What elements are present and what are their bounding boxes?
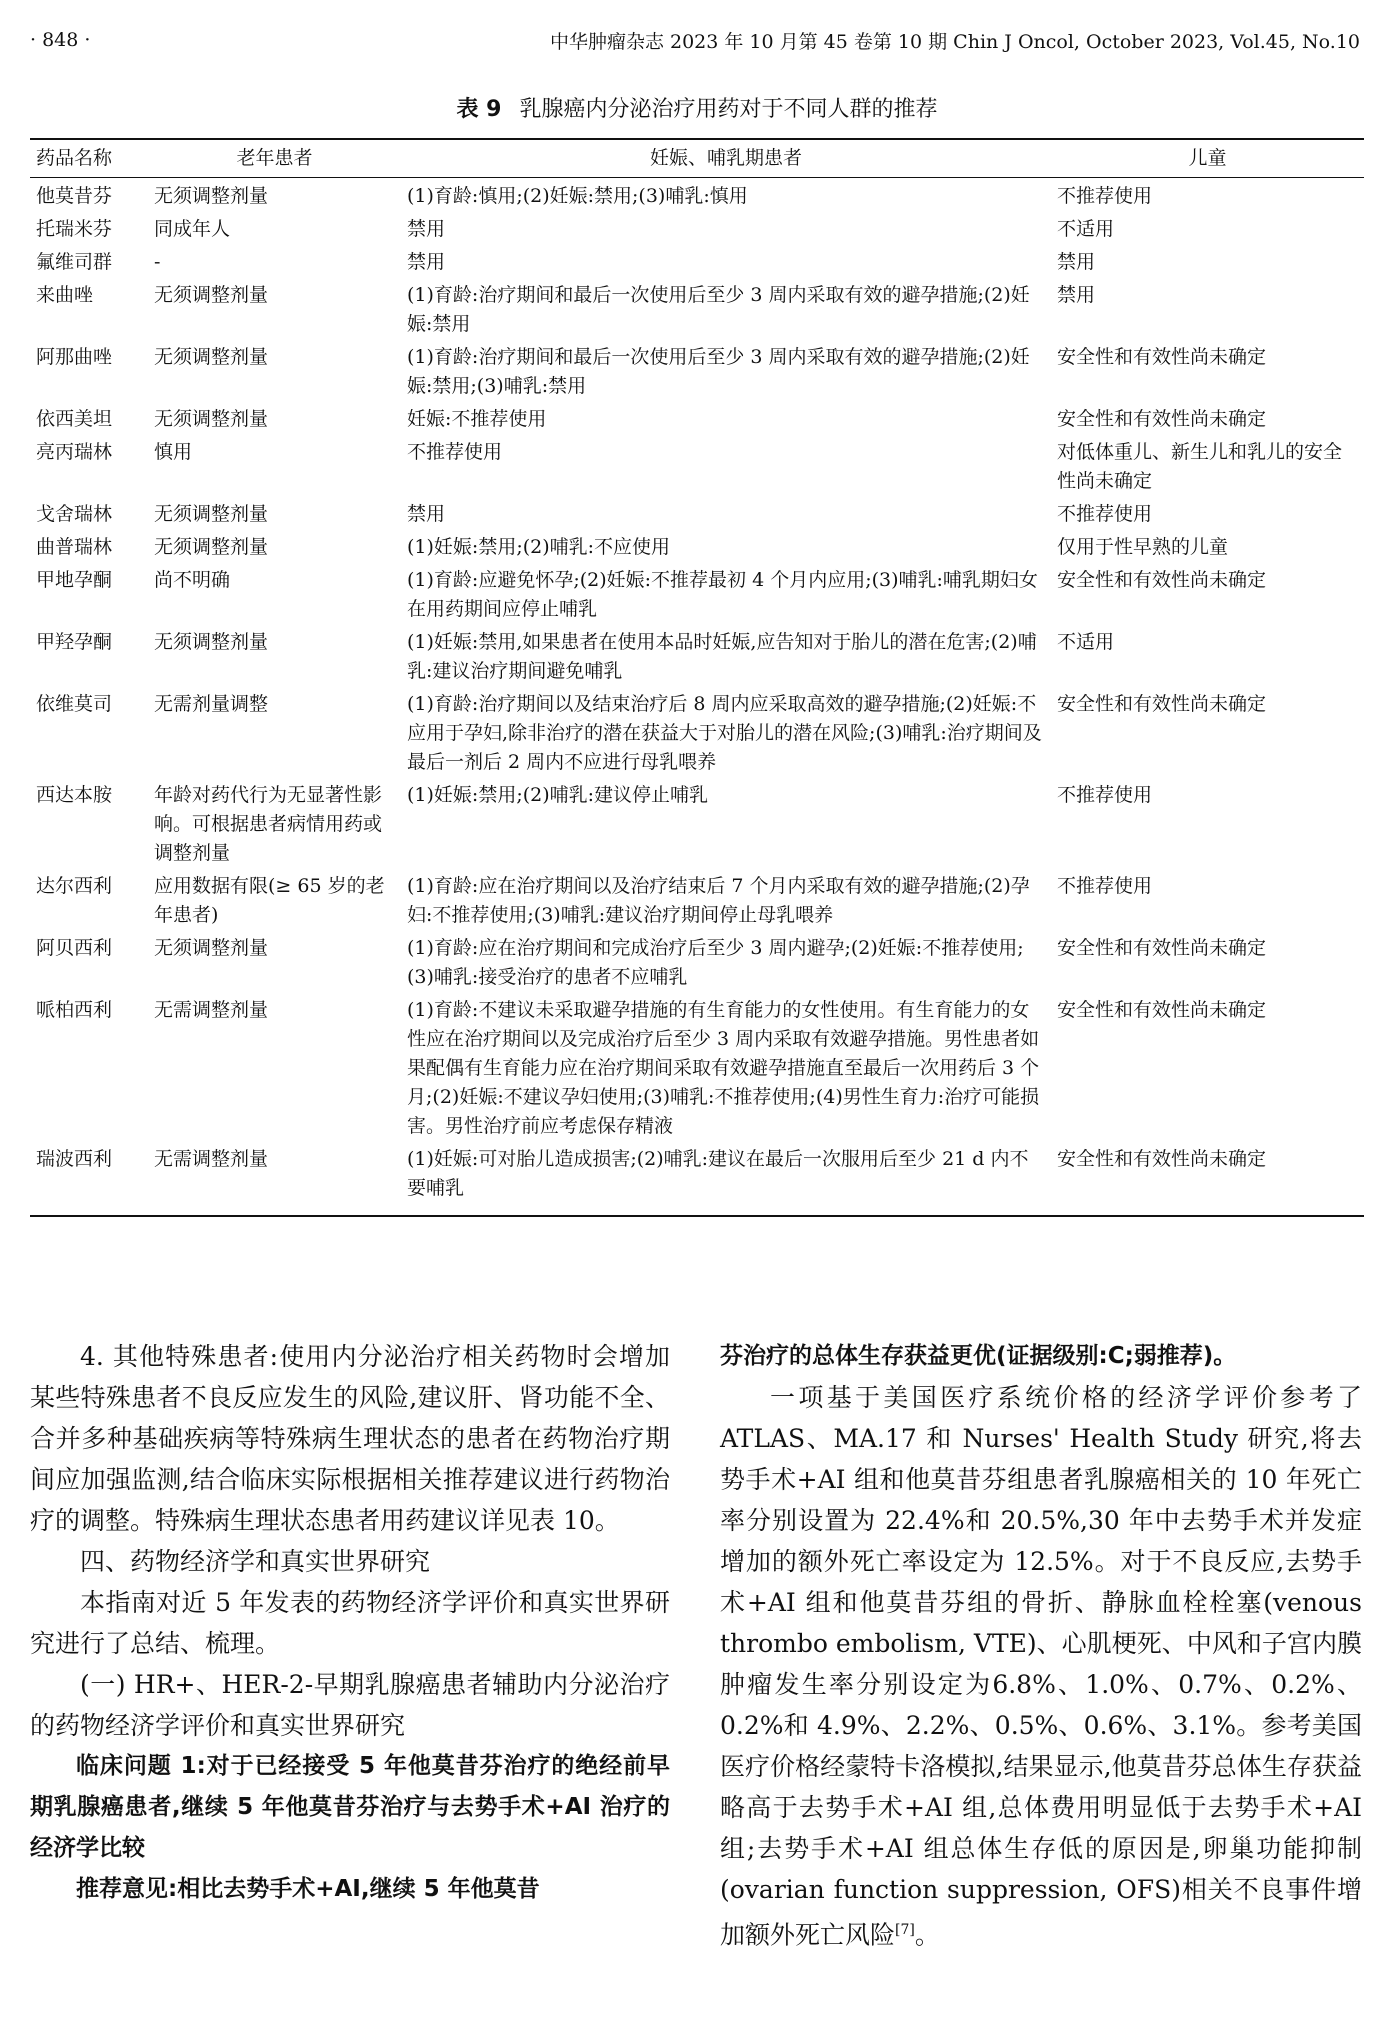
- drug-recommendation-table: [30, 138, 1364, 1217]
- paragraph-text: (一) HR+、HER-2-早期乳腺癌患者辅助内分泌治疗的药物经济学评价和真实世界研究: [30, 1670, 670, 1740]
- table-cell: 甲羟孕酮: [36, 631, 113, 653]
- table-cell: 达尔西利: [36, 875, 113, 897]
- table-cell: -: [154, 251, 161, 273]
- citation-ref: [7]: [895, 1922, 915, 1938]
- table-row: [30, 343, 1364, 405]
- table-cell: 安全性和有效性尚未确定: [1057, 693, 1267, 715]
- table-cell: 无须调整剂量: [154, 346, 269, 368]
- table-caption: [0, 92, 1394, 123]
- table-row: [30, 178, 1364, 216]
- left-text-column: [30, 1336, 670, 1910]
- table-row: [30, 533, 1364, 566]
- table-row: [30, 566, 1364, 628]
- table-cell: 不推荐使用: [1057, 503, 1153, 525]
- table-cell: 西达本胺: [36, 784, 113, 806]
- table-cell: 甲地孕酮: [36, 569, 113, 591]
- table-cell: 不推荐使用: [1057, 784, 1153, 806]
- table-cell: 无须调整剂量: [154, 536, 269, 558]
- table-cell: 无须调整剂量: [154, 503, 269, 525]
- table-row: [30, 872, 1364, 934]
- table-cell: (1)育龄:治疗期间以及结束治疗后 8 周内应采取高效的避孕措施;(2)妊娠:不应用于孕妇,除非治疗的潜在获益大于对胎儿的潜在风险;(3)哺乳:治疗期间及最后一剂后 2 周内不应进行母乳喂养: [407, 693, 1042, 773]
- table-row: [30, 281, 1364, 343]
- table-cell: 来曲唑: [36, 284, 94, 306]
- running-header: [30, 22, 1360, 58]
- column-header: 儿童: [1051, 139, 1364, 178]
- table-cell: 无需剂量调整: [154, 693, 269, 715]
- table-row: [30, 781, 1364, 872]
- table-cell: 不推荐使用: [407, 441, 503, 463]
- table-cell: 禁用: [1057, 251, 1096, 273]
- table-cell: (1)妊娠:可对胎儿造成损害;(2)哺乳:建议在最后一次服用后至少 21 d 内不要哺乳: [401, 1145, 1051, 1216]
- body-paragraph: [30, 1664, 670, 1746]
- paragraph-tail: 。: [914, 1920, 940, 1950]
- column-header: 妊娠、哺乳期患者: [401, 139, 1051, 178]
- table-cell: 无需调整剂量: [148, 1145, 401, 1216]
- table-cell: (1)育龄:应在治疗期间和完成治疗后至少 3 周内避孕;(2)妊娠:不推荐使用;(3)哺乳:接受治疗的患者不应哺乳: [407, 937, 1024, 988]
- table-cell: 禁用: [407, 251, 446, 273]
- bold-paragraph: [30, 1746, 670, 1869]
- table-cell: 安全性和有效性尚未确定: [1057, 999, 1267, 1021]
- table-cell: 不推荐使用: [1057, 185, 1153, 207]
- paragraph-text: 临床问题 1:对于已经接受 5 年他莫昔芬治疗的绝经前早期乳腺癌患者,继续 5 年他莫昔芬治疗与去势手术+AI 治疗的经济学比较: [30, 1753, 670, 1861]
- table-label: 表 9: [456, 97, 502, 122]
- table-cell: 应用数据有限(≥ 65 岁的老年患者): [154, 875, 385, 926]
- table-cell: 无需调整剂量: [154, 999, 269, 1021]
- paragraph-text: 芬治疗的总体生存获益更优(证据级别:C;弱推荐)。: [720, 1343, 1237, 1369]
- table-cell: 安全性和有效性尚未确定: [1057, 569, 1267, 591]
- table-cell: (1)育龄:慎用;(2)妊娠:禁用;(3)哺乳:慎用: [407, 185, 748, 207]
- bold-paragraph: [720, 1336, 1362, 1377]
- paragraph-text: 四、药物经济学和真实世界研究: [80, 1547, 431, 1576]
- table-row: [30, 934, 1364, 996]
- table-cell: (1)妊娠:禁用;(2)哺乳:建议停止哺乳: [407, 784, 709, 806]
- body-paragraph: [30, 1336, 670, 1541]
- table-cell: 安全性和有效性尚未确定: [1057, 937, 1267, 959]
- table-row: [30, 248, 1364, 281]
- table-cell: 不推荐使用: [1057, 875, 1153, 897]
- table-cell: 托瑞米芬: [36, 218, 113, 240]
- table-cell: 安全性和有效性尚未确定: [1057, 408, 1267, 430]
- table-cell: 无须调整剂量: [154, 185, 269, 207]
- table-cell: 无须调整剂量: [154, 631, 269, 653]
- table-cell: 氟维司群: [36, 251, 113, 273]
- table-cell: (1)妊娠:禁用;(2)哺乳:不应使用: [407, 536, 671, 558]
- table-cell: 尚不明确: [154, 569, 231, 591]
- table-cell: 不适用: [1057, 631, 1115, 653]
- table-row: [30, 438, 1364, 500]
- table-row: [30, 500, 1364, 533]
- table-cell: 亮丙瑞林: [36, 441, 113, 463]
- table-cell: 哌柏西利: [36, 999, 113, 1021]
- table-cell: 年龄对药代行为无显著性影响。可根据患者病情用药或调整剂量: [154, 784, 383, 864]
- journal-info: 中华肿瘤杂志 2023 年 10 月第 45 卷第 10 期 Chin J Oncol, October 2023, Vol.45, No.10: [549, 30, 1360, 53]
- column-header: 老年患者: [148, 139, 401, 178]
- table-cell: 戈舍瑞林: [36, 503, 113, 525]
- table-cell: 无须调整剂量: [154, 408, 269, 430]
- page-number: · 848 ·: [30, 29, 91, 51]
- table-row: [30, 405, 1364, 438]
- table-header-row: [30, 139, 1364, 178]
- table-cell: 安全性和有效性尚未确定: [1057, 346, 1267, 368]
- table-cell: 不适用: [1057, 218, 1115, 240]
- table-cell: (1)育龄:应在治疗期间以及治疗结束后 7 个月内采取有效的避孕措施;(2)孕妇:不推荐使用;(3)哺乳:建议治疗期间停止母乳喂养: [407, 875, 1030, 926]
- table-row: [30, 690, 1364, 781]
- body-paragraph: [30, 1541, 670, 1582]
- table-cell: 安全性和有效性尚未确定: [1051, 1145, 1364, 1216]
- table-cell: 依西美坦: [36, 408, 113, 430]
- table-row: [30, 215, 1364, 248]
- table-cell: 仅用于性早熟的儿童: [1057, 536, 1229, 558]
- body-paragraph: [720, 1377, 1362, 1955]
- table-cell: (1)育龄:不建议未采取避孕措施的有生育能力的女性使用。有生育能力的女性应在治疗期间以及完成治疗后至少 3 周内采取有效避孕措施。男性患者如果配偶有生育能力应在治疗期间采取有效避孕措施直至最后一次用药后 3 个月;(2)妊娠:不建议孕妇使用;(3)哺乳:不推荐使用;(4)男性生育力:治疗可能损害。男性治疗前应考虑保存精液: [407, 999, 1040, 1137]
- paragraph-text: 一项基于美国医疗系统价格的经济学评价参考了 ATLAS、MA.17 和 Nurses' Health Study 研究,将去势手术+AI 组和他莫昔芬组患者乳腺癌相关的 10 年死亡率分别设置为 22.4%和 20.5%,30 年中去势手术并发症增加的额外死亡率设定为 12.5%。对于不良反应,去势手术+AI 组和他莫昔芬组的骨折、静脉血栓栓塞(venous thrombo embolism, VTE)、心肌梗死、中风和子宫内膜肿瘤发生率分别设定为6.8%、1.0%、0.7%、0.2%、0.2%和 4.9%、2.2%、0.5%、0.6%、3.1%。参考美国医疗价格经蒙特卡洛模拟,结果显示,他莫昔芬总体生存获益略高于去势手术+AI 组,总体费用明显低于去势手术+AI 组;去势手术+AI 组总体生存低的原因是,卵巢功能抑制(ovarian function suppression, OFS)相关不良事件增加额外死亡风险: [720, 1383, 1362, 1950]
- table-cell: 无须调整剂量: [154, 284, 269, 306]
- table-cell: 慎用: [154, 441, 193, 463]
- table-cell: 禁用: [407, 218, 446, 240]
- bold-paragraph: [30, 1869, 670, 1910]
- table-body: [30, 178, 1364, 1217]
- table-cell: 他莫昔芬: [36, 185, 113, 207]
- paragraph-text: 4. 其他特殊患者:使用内分泌治疗相关药物时会增加某些特殊患者不良反应发生的风险,建议肝、肾功能不全、合并多种基础疾病等特殊病生理状态的患者在药物治疗期间应加强监测,结合临床实际根据相关推荐建议进行药物治疗的调整。特殊病生理状态患者用药建议详见表 10。: [30, 1342, 670, 1535]
- right-text-column: [720, 1336, 1362, 1955]
- table-title: 乳腺癌内分泌治疗用药对于不同人群的推荐: [519, 97, 938, 122]
- table-cell: 瑞波西利: [30, 1145, 148, 1216]
- table-cell: 禁用: [407, 503, 446, 525]
- table-cell: (1)妊娠:禁用,如果患者在使用本品时妊娠,应告知对于胎儿的潜在危害;(2)哺乳:建议治疗期间避免哺乳: [407, 631, 1037, 682]
- table-cell: 妊娠:不推荐使用: [407, 408, 547, 430]
- column-header: 药品名称: [30, 139, 148, 178]
- table-cell: 禁用: [1057, 284, 1096, 306]
- table-cell: 对低体重儿、新生儿和乳儿的安全性尚未确定: [1057, 441, 1343, 492]
- table-cell: (1)育龄:治疗期间和最后一次使用后至少 3 周内采取有效的避孕措施;(2)妊娠:禁用: [407, 284, 1030, 335]
- paragraph-text: 推荐意见:相比去势手术+AI,继续 5 年他莫昔: [76, 1876, 540, 1902]
- table-cell: 依维莫司: [36, 693, 113, 715]
- table-cell: 无须调整剂量: [154, 937, 269, 959]
- table-cell: 阿贝西利: [36, 937, 113, 959]
- paragraph-text: 本指南对近 5 年发表的药物经济学评价和真实世界研究进行了总结、梳理。: [30, 1588, 670, 1658]
- table-row: [30, 628, 1364, 690]
- table-cell: (1)育龄:治疗期间和最后一次使用后至少 3 周内采取有效的避孕措施;(2)妊娠:禁用;(3)哺乳:禁用: [407, 346, 1030, 397]
- table-cell: 曲普瑞林: [36, 536, 113, 558]
- body-paragraph: [30, 1582, 670, 1664]
- table-cell: (1)育龄:应避免怀孕;(2)妊娠:不推荐最初 4 个月内应用;(3)哺乳:哺乳期妇女在用药期间应停止哺乳: [407, 569, 1038, 620]
- table-cell: 阿那曲唑: [36, 346, 113, 368]
- table-row: [30, 996, 1364, 1145]
- table-cell: 同成年人: [154, 218, 231, 240]
- table-row: [30, 1145, 1364, 1216]
